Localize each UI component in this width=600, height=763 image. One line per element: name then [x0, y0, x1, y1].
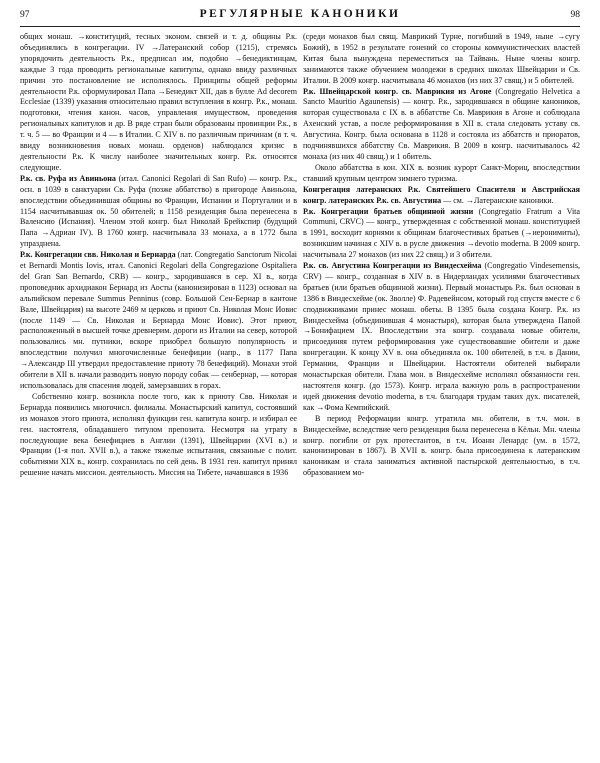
- entry-heading: Р.к. св. Руфа из Авиньона: [20, 173, 116, 183]
- left-column: [20, 32, 297, 756]
- entry-heading: Р.к. св. Августина Конгрегации из Виндесхейма: [303, 261, 482, 271]
- entry-text: (Congregatio Helvetica a Sancto Mauritio Agaunensis) — конгр. Р.к., зародившаяся в общине каноников, которая существовала с IX в. в аббатстве Св. Маврикия в Агоне и соблюдала Ахенский устав, а после реформирования в XII в. стала следовать уставу св. Августина. Конгр. была основана в 1128 и состояла из аббатств и приоратов, подчинявшихся аббатству Св. Маврикия. В 2009 в конгр. насчитывалось 42 монаха (из них 40 свящ.) и 1 обитель.: [303, 86, 580, 161]
- entry-heading: Р.к. Конгрегации свв. Николая и Бернарда: [20, 250, 176, 260]
- entry-lateran: [303, 185, 580, 207]
- entry-heading: Р.к. Швейцарской конгр. св. Маврикия из Агоне: [303, 86, 492, 96]
- entry-text: (Congregatio Fratrum a Vita Communi, CRVC) — конгр., утвержденная с собственной монаш. конституцией в 1991, восходит корнями к общинам благочестивых братьев (→иеронимиты), возникшим начиная с XIV в. в русле движения →devotio moderna. В 2009 конгр. насчитывала 27 монахов (из них 22 свящ.) и 3 обители.: [303, 206, 580, 260]
- page-number-left: 97: [20, 10, 30, 20]
- running-header: [20, 8, 580, 27]
- entry-text: (лат. Congregatio Sanctorum Nicolai et Bernardi Montis Iovis, итал. Canonici Regolari della Congregazione Ospitaliera del Gran San Bernardo, CRB) — конгр., зародившаяся в сер. XI в., когда проповедник архидиакон Бернард из Аосты (канонизирован в 1123) основал на альпийском перевале Summus Penninus (совр. Большой Сен-Бернар в кантоне Вале, Швейцария) на высоте 2469 м церковь и приют Св. Николая Монс Иовис (после 1149 — Св. Николая и Бернарда Монс Иовис). Этот приют, расположенный в высшей точке древнерим. дороги из Италии на север, которой пользовались мн. путники, вскоре приобрел большую популярность и впоследствии получил многочисленные бенефиции (напр., в 1177 Папа →Александр III утвердил предоставление приюту 78 бенефиций). Монахи этой обители в XII в. начали разводить новую породу собак — сенбернар, — которая использовалась для спасения людей, замерзавших в горах.: [20, 250, 297, 390]
- entry-text: (итал. Canonici Regolari di San Rufo) — конгр. Р.к., осн. в 1039 в санктуарии Св. Руфа (позже аббатство) в пригороде Авиньона, впоследствии объединившая общины во Франции, Испании и Португалии и в 1154 насчитывавшая ок. 50 обителей; в 1158 резиденция была перенесена в Валенсию (Испания). Членом этой конгр. был Николай Брейкспир (будущий Папа →Адриан IV). В 1760 конгр. насчитывала 33 монаха, а в 1772 была упразднена.: [20, 173, 297, 249]
- entry-text: — см. →Латеранские каноники.: [441, 195, 554, 205]
- paragraph: (среди монахов был свящ. Маврикий Турне, погибший в 1949, ныне →сугу Божий), в 1952 в результате гонений со стороны коммунистических властей Китая была вынуждена переместиться на Тайвань. Ныне члены конгр. занимаются также обучением молодежи в средних школах Швейцарии и Св. Италии. В 2009 конгр. насчитывала 46 монахов (из них 37 свящ.) и 5 обителей.: [303, 32, 580, 85]
- right-column: [303, 32, 580, 756]
- running-title: РЕГУЛЯРНЫЕ КАНОНИКИ: [199, 8, 401, 20]
- entry-windesheim: [303, 261, 580, 414]
- entry-common-life: [303, 207, 580, 262]
- paragraph: В период Реформации конгр. утратила мн. обители, в т.ч. мон. в Виндесхейме, вследствие чего резиденция была перенесена в Кёльн. Мн. члены конгр. погибли от рук протестантов, в т.ч. Иоанн Ленардс (ум. в 1572, канонизирован в 1867). В XVII в. конгр. была присоединена к латеранским каноникам и стала заниматься активной пастырской деятельностью, в т.ч. образованием мо-: [303, 413, 580, 478]
- entry-text: (Congregatio Vindesemensis, CRV) — конгр., созданная в XIV в. в Нидерландах усилиями благочестивых братьев (или братьев общинной жизни). Первый монастырь Р.к. был основан в 1386 в Виндесхейме (ок. Зволле) Ф. Радевейнсом, который год спустя вместе с 6 сподвижниками принес монаш. обеты. В 1395 была создана Конгр. Р.к. из Виндесхейма (объединившая 4 монастыря), которая была утверждена Папой →Бонифацием IX. Впоследствии эта конгр. создавала новые обители, присоединяя путем реформирования уже существовавшие обители и даже конгрегации. К концу XV в. она объединяла ок. 100 обителей, в т.ч. в Дании, Германии, Франции и Швейцарии. Настоятели обителей выбирали монастырская обители. Глава мон. в Виндесхейме исполнял обязанности ген. настоятеля конгр. (до 1573). Конгр. играла важную роль в распространении идей движения devotio moderna, в т.ч. благодаря трудам таких дух. писателей, как →Фома Кемпийский.: [303, 261, 580, 412]
- entry-heading: Р.к. Конгрегации братьев общинной жизни: [303, 206, 474, 216]
- paragraph: общих монаш. →конституций, тесных эконом. связей и т. д. общины Р.к. объединялись в конгрегации. IV →Латеранский собор (1215), стремясь упорядочить деятельность Р.к., предписал им, подобно →бенедиктинцам, каждые 3 года проводить региональные капитулы, однако ввиду различных причин это постановление не исполнялось. Принципы общей реформы деятельности Р.к. сформулировал Папа →Бенедикт XII, дав в булле Ad decorem Ecclesiae (1339) указания относительно правил вступления в конгр. Р.к., монаш. подготовки, чтения канон. часов, управления имуществом, проведения региональных капитулов и др. В ряде стран были образованы провинции Р.к., в т. ч. 5 — во Франции и 4 — в Италии. С XIV в. по различным причинам (в т. ч. ввиду возникновения новых монаш. орденов) наблюдался кризис в деятельности Р.к. К числу наиболее значительных конгр. Р.к. относятся следующие.: [20, 32, 297, 172]
- page-number-right: 98: [570, 10, 580, 20]
- paragraph: Собственно конгр. возникла после того, как к приюту Свв. Николая и Бернарда появились многочисл. филиалы. Монастырский капитул, состоявший из монахов этого приюта, исполнял функции ген. капитула конгр. и избирал ее ген. настоятеля, обладавшего титулом препозита. Несмотря на утрату в последующие века бенефициев в Англии (1391), Швейцарии (XVI в.) и Франции (1-я пол. XVII в.), а также тяжелые испытания, связанные с полит. событиями XIX в., конгр. сохранилась по сей день. В 1931 ген. капитул принял решение начать миссион. деятельность. Миссия на Тибете, начавшаяся в 1936: [20, 391, 297, 478]
- entry-maurice-agaune: [303, 87, 580, 163]
- entry-heading: Конгрегация латеранских Р.к. Святейшего Спасителя и Австрийская конгр. латеранских Р.к. св. Августина: [303, 184, 580, 205]
- entry-rufus: [20, 174, 297, 250]
- paragraph: Около аббатства в кон. XIX в. возник курорт Санкт-Мориц, впоследствии ставший крупным центром зимнего туризма.: [303, 162, 580, 183]
- entry-nicholas-bernard: [20, 250, 297, 392]
